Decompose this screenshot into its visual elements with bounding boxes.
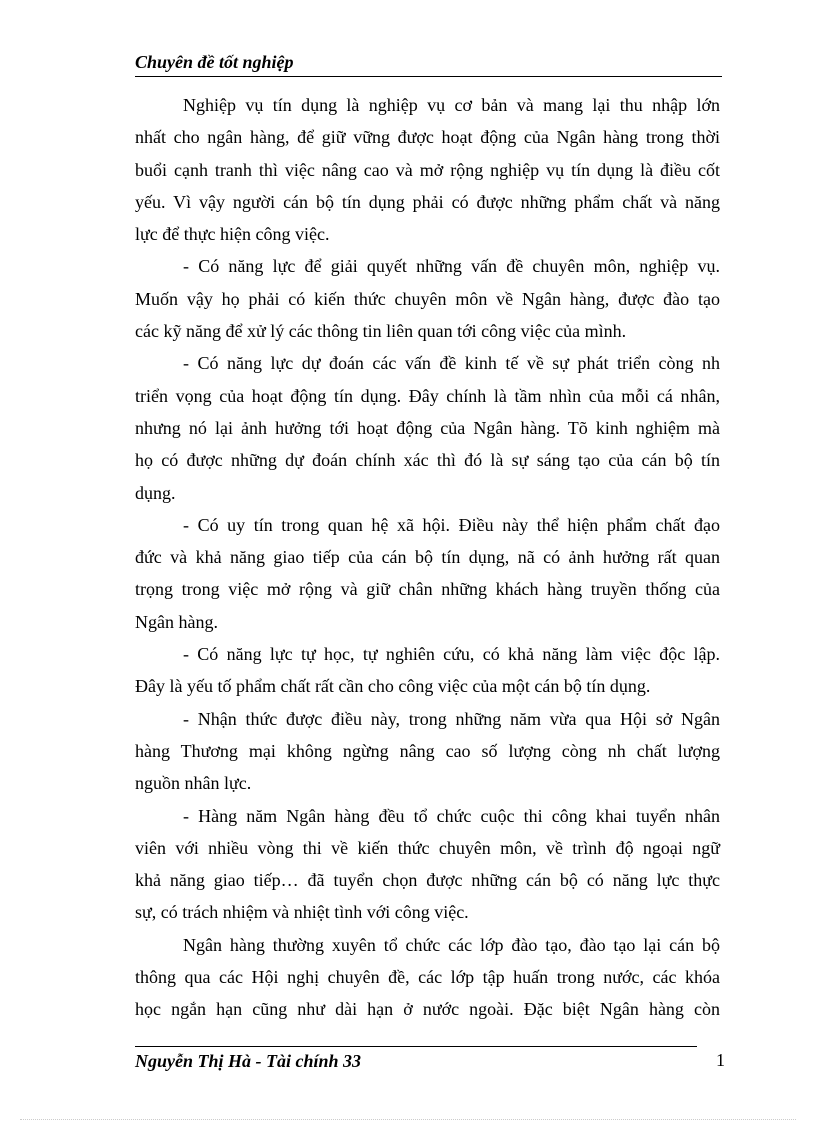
text-line: sự, có trách nhiệm và nhiệt tình với công việc. xyxy=(135,902,469,923)
text-line: - Có năng lực để giải quyết những vấn đề chuyên môn, nghiệp vụ. xyxy=(183,256,720,277)
paragraph xyxy=(135,706,720,803)
text-line: hàng Thương mại không ngừng nâng cao số lượng còng nh chất lượng xyxy=(135,740,720,761)
paragraph xyxy=(135,512,720,641)
text-line: - Có uy tín trong quan hệ xã hội. Điều này thể hiện phẩm chất đạo xyxy=(183,514,720,535)
page-header xyxy=(135,52,722,77)
paragraph xyxy=(135,641,720,706)
text-line: các kỹ năng để xử lý các thông tin liên quan tới công việc của mình. xyxy=(135,321,627,342)
text-line: thông qua các Hội nghị chuyên đề, các lớp tập huấn trong nước, các khóa xyxy=(135,967,720,988)
paragraph xyxy=(135,803,720,932)
text-line: Đây là yếu tố phẩm chất rất cần cho công việc của một cán bộ tín dụng. xyxy=(135,676,651,697)
text-line: buổi cạnh tranh thì việc nâng cao và mở rộng nghiệp vụ tín dụng là điều cốt xyxy=(135,159,720,180)
text-line: - Có năng lực tự học, tự nghiên cứu, có khả năng làm việc độc lập. xyxy=(183,644,720,665)
paragraph xyxy=(135,932,720,1029)
text-line: Ngân hàng thường xuyên tổ chức các lớp đào tạo, đào tạo lại cán bộ xyxy=(183,934,720,955)
text-line: đức và khả năng giao tiếp của cán bộ tín dụng, nã có ảnh hưởng rất quan xyxy=(135,547,720,568)
text-line: - Hàng năm Ngân hàng đều tổ chức cuộc thi công khai tuyển nhân xyxy=(183,805,720,826)
footer-author: Nguyễn Thị Hà - Tài chính 33 xyxy=(135,1051,362,1071)
text-line: khả năng giao tiếp… đã tuyển chọn được những cán bộ có năng lực thực xyxy=(135,870,720,891)
header-title: Chuyên đề tốt nghiệp xyxy=(135,52,294,72)
text-line: - Có năng lực dự đoán các vấn đề kinh tế về sự phát triển còng nh xyxy=(183,353,720,374)
document-body xyxy=(135,92,720,1029)
paragraph xyxy=(135,92,720,253)
text-line: Ngân hàng. xyxy=(135,611,218,632)
paragraph xyxy=(135,253,720,350)
text-line: nhưng nó lại ảnh hưởng tới hoạt động của Ngân hàng. Tõ kinh nghiệm mà xyxy=(135,417,720,438)
text-line: - Nhận thức được điều này, trong những năm vừa qua Hội sở Ngân xyxy=(183,708,720,729)
text-line: Muốn vậy họ phải có kiến thức chuyên môn về Ngân hàng, được đào tạo xyxy=(135,288,720,309)
text-line: triển vọng của hoạt động tín dụng. Đây chính là tầm nhìn của mỗi cá nhân, xyxy=(135,385,720,406)
text-line: yếu. Vì vậy người cán bộ tín dụng phải có được những phẩm chất và năng xyxy=(135,191,720,212)
text-line: Nghiệp vụ tín dụng là nghiệp vụ cơ bản và mang lại thu nhập lớn xyxy=(183,95,720,115)
page-number: 1 xyxy=(716,1050,725,1070)
text-line: họ có được những dự đoán chính xác thì đó là sự sáng tạo của cán bộ tín xyxy=(135,450,720,471)
text-line: lực để thực hiện công việc. xyxy=(135,224,330,245)
text-line: trọng trong việc mở rộng và giữ chân những khách hàng truyền thống của xyxy=(135,579,720,600)
text-line: nguồn nhân lực. xyxy=(135,773,252,794)
text-line: học ngắn hạn cũng như dài hạn ở nước ngoài. Đặc biệt Ngân hàng còn xyxy=(135,999,720,1020)
footer-divider xyxy=(135,1046,697,1047)
text-line: dụng. xyxy=(135,482,176,503)
text-line: nhất cho ngân hàng, để giữ vững được hoạt động của Ngân hàng trong thời xyxy=(135,127,720,148)
page-edge xyxy=(20,1119,796,1120)
text-line: viên với nhiều vòng thi về kiến thức chuyên môn, về trình độ ngoại ngữ xyxy=(135,837,720,858)
paragraph xyxy=(135,350,720,511)
